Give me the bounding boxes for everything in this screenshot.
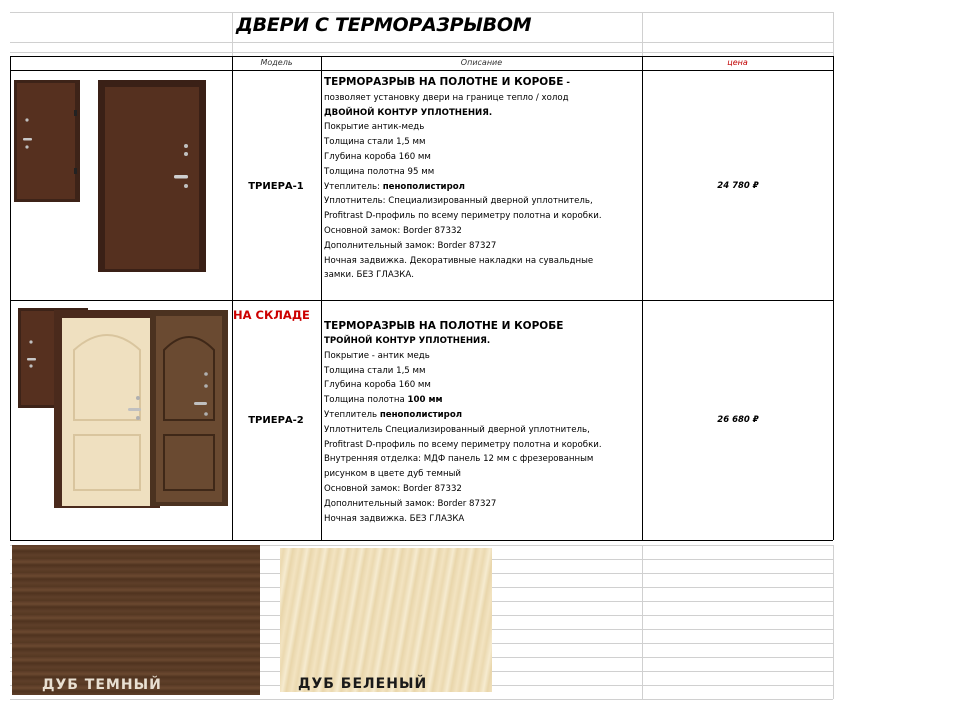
desc-latch-2: замки. БЕЗ ГЛАЗКА. bbox=[324, 270, 414, 281]
desc-latch: Ночная задвижка. БЕЗ ГЛАЗКА bbox=[324, 513, 465, 524]
desc-frame-depth: Глубина короба 160 мм bbox=[324, 380, 431, 391]
description-block bbox=[324, 74, 644, 283]
swatch-bleached-oak bbox=[280, 548, 492, 692]
desc-extra-lock: Дополнительный замок: Border 87327 bbox=[324, 240, 497, 251]
desc-insulation-label: Утеплитель: bbox=[324, 181, 383, 192]
desc-frame-depth: Глубина короба 160 мм bbox=[324, 151, 431, 162]
price-value: 24 780 ₽ bbox=[717, 181, 759, 191]
header-model: Модель bbox=[260, 58, 293, 67]
desc-coating: Покрытие антик-медь bbox=[324, 122, 425, 133]
desc-line: позволяет установку двери на границе тепло / холод bbox=[324, 92, 569, 103]
desc-heading-suffix: - bbox=[563, 78, 570, 88]
swatch-dark-oak-label: ДУБ ТЕМНЫЙ bbox=[42, 677, 162, 693]
desc-seal-2: Profitrast D-профиль по всему периметру полотна и коробки. bbox=[324, 211, 602, 222]
desc-insulation-value: пенополистирол bbox=[379, 409, 463, 420]
description-block bbox=[324, 318, 644, 526]
desc-main-lock: Основной замок: Border 87332 bbox=[324, 483, 462, 494]
swatch-bleached-oak-label: ДУБ БЕЛЕНЫЙ bbox=[298, 676, 428, 692]
desc-steel: Толщина стали 1,5 мм bbox=[324, 137, 426, 148]
desc-insulation-label: Утеплитель bbox=[324, 409, 380, 420]
price-value: 26 680 ₽ bbox=[717, 415, 759, 425]
header-price: цена bbox=[727, 58, 748, 67]
desc-latch-1: Ночная задвижка. Декоративные накладки на сувальдные bbox=[324, 255, 594, 266]
model-name: ТРИЕРА-1 bbox=[248, 181, 304, 192]
desc-leaf-thickness-label: Толщина полотна bbox=[324, 395, 408, 406]
desc-leaf-thickness-value: 100 мм bbox=[407, 395, 443, 406]
door-image-trier1-small bbox=[14, 80, 80, 202]
swatch-dark-oak bbox=[12, 545, 260, 695]
desc-coating: Покрытие - антик медь bbox=[324, 350, 430, 361]
door-image-trier1-large bbox=[98, 80, 206, 272]
header-description: Описание bbox=[460, 58, 503, 67]
desc-steel: Толщина стали 1,5 мм bbox=[324, 365, 426, 376]
desc-main-lock: Основной замок: Border 87332 bbox=[324, 225, 462, 236]
model-name: ТРИЕРА-2 bbox=[248, 415, 304, 426]
desc-leaf-thickness: Толщина полотна 95 мм bbox=[324, 166, 435, 177]
desc-heading: ТЕРМОРАЗРЫВ НА ПОЛОТНЕ И КОРОБЕ bbox=[324, 76, 564, 88]
in-stock-label: НА СКЛАДЕ bbox=[233, 308, 310, 322]
desc-heading: ТЕРМОРАЗРЫВ НА ПОЛОТНЕ И КОРОБЕ bbox=[324, 320, 564, 332]
desc-insulation-value: пенополистирол bbox=[382, 181, 465, 192]
door-image-trier2-light-panel bbox=[54, 310, 160, 508]
desc-inner-1: Внутренняя отделка: МДФ панель 12 мм с фрезерованным bbox=[324, 454, 594, 465]
page-title: ДВЕРИ С ТЕРМОРАЗРЫВОМ bbox=[236, 14, 532, 36]
desc-seal-2: Profitrast D-профиль по всему периметру полотна и коробки. bbox=[324, 439, 602, 450]
desc-seal-1: Уплотнитель Специализированный дверной уплотнитель, bbox=[324, 424, 590, 435]
desc-seal-1: Уплотнитель: Специализированный дверной уплотнитель, bbox=[324, 196, 593, 207]
desc-contour: ТРОЙНОЙ КОНТУР УПЛОТНЕНИЯ. bbox=[324, 336, 491, 346]
desc-contour: ДВОЙНОЙ КОНТУР УПЛОТНЕНИЯ. bbox=[324, 107, 493, 118]
desc-inner-2: рисунком в цвете дуб темный bbox=[324, 469, 461, 480]
door-image-trier2-dark-panel bbox=[150, 310, 228, 506]
desc-extra-lock: Дополнительный замок: Border 87327 bbox=[324, 498, 497, 509]
